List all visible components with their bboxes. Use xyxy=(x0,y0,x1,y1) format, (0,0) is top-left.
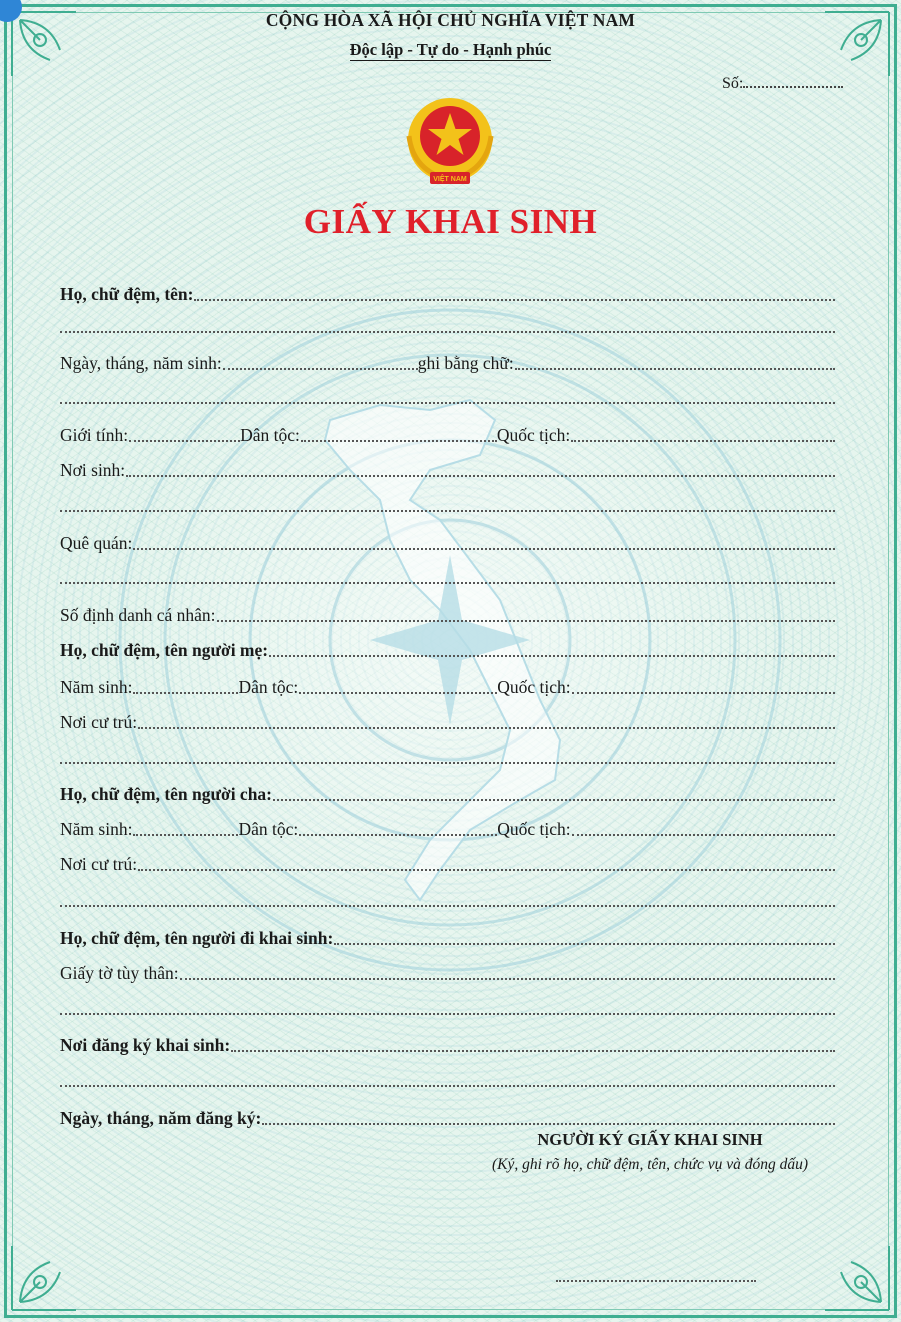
personal-id-label: Số định danh cá nhân: xyxy=(60,605,216,625)
father-birth-year-field[interactable] xyxy=(133,834,238,836)
birthplace-label: Nơi sinh: xyxy=(60,460,126,480)
mother-nationality-field[interactable] xyxy=(572,692,835,694)
hometown-row xyxy=(60,532,835,554)
id-document-row xyxy=(60,962,835,984)
birthplace-row xyxy=(60,459,835,481)
motto: Độc lập - Tự do - Hạnh phúc xyxy=(349,40,552,59)
ethnicity-field[interactable] xyxy=(301,440,497,442)
declarant-name-row xyxy=(60,927,835,949)
id-document-label: Giấy tờ tùy thân: xyxy=(60,963,179,983)
signature-line[interactable] xyxy=(556,1280,756,1282)
father-name-label: Họ, chữ đệm, tên người cha: xyxy=(60,784,273,804)
full-name-label: Họ, chữ đệm, tên: xyxy=(60,284,194,304)
hometown-label: Quê quán: xyxy=(60,533,133,553)
dob-continuation-line[interactable] xyxy=(60,402,835,404)
personal-id-row xyxy=(60,604,835,626)
nationality-field[interactable] xyxy=(571,440,835,442)
registration-place-label: Nơi đăng ký khai sinh: xyxy=(60,1035,231,1055)
declarant-name-field[interactable] xyxy=(334,943,835,945)
ethnicity-label: Dân tộc: xyxy=(240,425,300,445)
father-residence-field[interactable] xyxy=(138,869,835,871)
dob-words-label: ghi bằng chữ: xyxy=(417,353,514,373)
declarant-name-label: Họ, chữ đệm, tên người đi khai sinh: xyxy=(60,928,334,948)
mother-residence-continuation-line[interactable] xyxy=(60,762,835,764)
document-number xyxy=(722,74,843,93)
father-ethnicity-field[interactable] xyxy=(299,834,497,836)
mother-residence-row xyxy=(60,711,835,733)
signer-title: NGƯỜI KÝ GIẤY KHAI SINH xyxy=(537,1130,763,1149)
dob-label: Ngày, tháng, năm sinh: xyxy=(60,353,222,373)
birthplace-field[interactable] xyxy=(126,475,835,477)
nationality-label: Quốc tịch: xyxy=(496,425,571,445)
mother-name-row xyxy=(60,639,835,661)
mother-ethnicity-field[interactable] xyxy=(299,692,497,694)
mother-residence-field[interactable] xyxy=(138,727,835,729)
father-residence-continuation-line[interactable] xyxy=(60,905,835,907)
personal-id-field[interactable] xyxy=(217,620,835,622)
mother-residence-label: Nơi cư trú: xyxy=(60,712,138,732)
hometown-continuation-line[interactable] xyxy=(60,582,835,584)
corner-ornament-icon xyxy=(10,1242,80,1312)
registration-date-row xyxy=(60,1107,835,1129)
father-info-row xyxy=(60,818,835,840)
father-ethnicity-label: Dân tộc: xyxy=(238,819,299,839)
birthplace-continuation-line[interactable] xyxy=(60,510,835,512)
mother-birth-year-field[interactable] xyxy=(133,692,238,694)
dob-words-field[interactable] xyxy=(515,368,835,370)
mother-nationality-label: Quốc tịch: xyxy=(497,677,571,697)
mother-ethnicity-label: Dân tộc: xyxy=(238,677,299,697)
mother-name-label: Họ, chữ đệm, tên người mẹ: xyxy=(60,640,269,660)
full-name-continuation-line[interactable] xyxy=(60,331,835,333)
registration-place-continuation-line[interactable] xyxy=(60,1085,835,1087)
country-name: CỘNG HÒA XÃ HỘI CHỦ NGHĨA VIỆT NAM xyxy=(265,10,636,30)
dob-row xyxy=(60,352,835,374)
id-document-continuation-line[interactable] xyxy=(60,1013,835,1015)
registration-place-field[interactable] xyxy=(231,1050,835,1052)
father-name-field[interactable] xyxy=(273,799,835,801)
corner-ornament-icon xyxy=(821,1242,891,1312)
signer-note: (Ký, ghi rõ họ, chữ đệm, tên, chức vụ và đóng dấu) xyxy=(491,1156,809,1173)
mother-birth-year-label: Năm sinh: xyxy=(60,677,133,697)
father-name-row xyxy=(60,783,835,805)
gender-field[interactable] xyxy=(129,440,240,442)
registration-date-field[interactable] xyxy=(262,1123,835,1125)
mother-info-row xyxy=(60,676,835,698)
dob-field[interactable] xyxy=(223,368,418,370)
id-document-field[interactable] xyxy=(180,978,835,980)
registration-place-row xyxy=(60,1034,835,1056)
gender-ethnicity-row xyxy=(60,424,835,446)
registration-date-label: Ngày, tháng, năm đăng ký: xyxy=(60,1108,262,1128)
national-emblem-icon xyxy=(397,96,503,190)
father-residence-label: Nơi cư trú: xyxy=(60,854,138,874)
full-name-field[interactable] xyxy=(194,299,835,301)
full-name-row xyxy=(60,283,835,305)
father-residence-row xyxy=(60,853,835,875)
father-nationality-field[interactable] xyxy=(572,834,835,836)
document-title: GIẤY KHAI SINH xyxy=(303,202,598,241)
gender-label: Giới tính: xyxy=(60,425,129,445)
mother-name-field[interactable] xyxy=(269,655,835,657)
father-birth-year-label: Năm sinh: xyxy=(60,819,133,839)
emblem-inscription: VIỆT NAM xyxy=(433,176,467,183)
number-dotted-line[interactable] xyxy=(743,74,843,88)
number-label: Số: xyxy=(722,75,744,92)
hometown-field[interactable] xyxy=(133,548,835,550)
father-nationality-label: Quốc tịch: xyxy=(497,819,571,839)
